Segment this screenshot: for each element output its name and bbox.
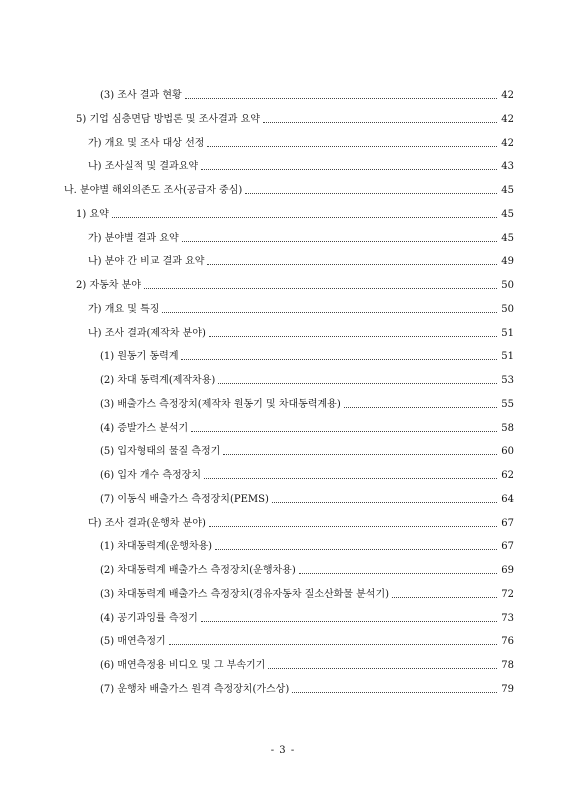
dot-leader [182,241,497,242]
toc-entry[interactable] [88,231,514,245]
toc-entry-page-number: 51 [501,351,514,363]
toc-entry[interactable] [100,634,514,648]
toc-entry[interactable] [100,373,514,387]
toc-entry-page-number: 45 [501,232,514,244]
toc-entry-title: 나) 조사 결과(제작차 분야) [88,327,206,339]
dot-leader [392,597,497,598]
toc-entry[interactable] [100,539,514,553]
dot-leader [162,312,497,313]
toc-entry[interactable] [76,278,514,292]
dot-leader [263,122,497,123]
toc-entry-page-number: 53 [501,375,514,386]
toc-entry-title: (3) 조사 결과 현황 [100,90,182,101]
dot-leader [223,454,497,455]
toc-entry-page-number: 42 [501,113,514,125]
toc-entry-page-number: 76 [501,636,514,648]
toc-entry-page-number: 51 [501,327,514,339]
toc-entry[interactable] [100,397,514,411]
toc-entry-title: 2) 자동차 분야 [76,280,141,291]
toc-entry-page-number: 78 [501,660,514,671]
toc-entry-page-number: 64 [501,493,514,505]
toc-entry[interactable] [88,326,514,340]
dot-leader [181,359,497,360]
toc-entry-page-number: 50 [501,303,514,315]
toc-entry-title: (7) 운행차 배출가스 원격 측정장치(가스상) [100,683,290,695]
toc-entry-title: (2) 차대동력계 배출가스 측정장치(운행차용) [100,565,296,576]
dot-leader [245,193,497,194]
toc-entry-title: 다) 조사 결과(운행차 분야) [88,517,206,529]
dot-leader [204,478,497,479]
toc-entry[interactable] [100,682,514,696]
dot-leader [218,383,497,384]
toc-entry[interactable] [76,207,514,221]
toc-entry-page-number: 42 [501,90,514,101]
toc-entry-page-number: 45 [501,185,514,196]
toc-entry-title: 5) 기업 심층면담 방법론 및 조사결과 요약 [76,113,260,125]
toc-entry[interactable] [100,349,514,363]
toc-entry-page-number: 62 [501,470,514,481]
toc-entry-page-number: 72 [501,588,514,600]
toc-entry[interactable] [100,587,514,601]
toc-entry[interactable] [88,516,514,530]
toc-entry[interactable] [100,421,514,435]
dot-leader [268,668,497,669]
toc-entry[interactable] [100,563,514,577]
toc-entry-title: (6) 매연측정용 비디오 및 그 부속기기 [100,660,266,671]
toc-entry[interactable] [100,88,514,102]
toc-entry-page-number: 42 [501,137,514,149]
page-number-footer: - 3 - [270,745,296,756]
toc-entry-title: 가) 분야별 결과 요약 [88,232,179,244]
dot-leader [112,217,497,218]
toc-entry-title: (3) 배출가스 측정장치(제작차 원동기 및 차대동력계용) [100,398,341,410]
toc-entry-title: 나) 조사실적 및 결과요약 [88,161,199,173]
dot-leader [292,692,497,693]
toc-entry-page-number: 43 [501,161,514,173]
toc-entry[interactable] [88,254,514,268]
toc-entry-page-number: 50 [501,280,514,291]
toc-entry-page-number: 79 [501,683,514,695]
toc-entry-title: (3) 차대동력계 배출가스 측정장치(경유자동차 질소산화물 분석기) [100,588,390,600]
dot-leader [209,336,497,337]
toc-entry[interactable] [100,444,514,458]
dot-leader [207,264,497,265]
toc-entry[interactable] [100,492,514,506]
dot-leader [272,502,497,503]
toc-entry[interactable] [100,611,514,625]
toc-entry[interactable] [64,183,514,197]
toc-entry-page-number: 55 [501,398,514,410]
toc-entry-title: (1) 차대동력계(운행차용) [100,541,213,553]
toc-entry-title: (7) 이동식 배출가스 측정장치(PEMS) [100,493,269,505]
toc-entry-page-number: 69 [501,565,514,576]
toc-entry-title: 가) 개요 및 특징 [88,303,160,315]
toc-entry-page-number: 73 [501,612,514,624]
toc-entry-page-number: 45 [501,208,514,220]
dot-leader [344,407,497,408]
toc-entry[interactable] [76,112,514,126]
toc-entry-title: (5) 매연측정기 [100,636,166,648]
dot-leader [191,431,497,432]
dot-leader [185,98,497,99]
toc-entry-title: (2) 차대 동력계(제작차용) [100,375,216,386]
dot-leader [144,288,497,289]
toc-entry[interactable] [88,136,514,150]
dot-leader [299,573,497,574]
dot-leader [209,526,497,527]
toc-entry-page-number: 58 [501,422,514,434]
dot-leader [169,644,497,645]
toc-entry[interactable] [100,468,514,482]
toc-entry[interactable] [88,159,514,173]
toc-entry-title: 1) 요약 [76,208,109,220]
toc-entry-title: (4) 증발가스 분석기 [100,422,189,434]
toc-entry[interactable] [88,302,514,316]
toc-entry-title: (4) 공기과잉률 측정기 [100,612,198,624]
toc-entry-title: 가) 개요 및 조사 대상 선정 [88,137,205,149]
toc-entry-page-number: 67 [501,541,514,553]
toc-entry-title: (1) 원동기 동력계 [100,351,179,363]
toc-entry-title: 나) 분야 간 비교 결과 요약 [88,256,205,268]
toc-entry[interactable] [100,658,514,672]
toc-entry-page-number: 49 [501,256,514,268]
dot-leader [201,169,497,170]
dot-leader [215,549,497,550]
toc-entry-title: (5) 입자형태의 물질 측정기 [100,446,221,458]
dot-leader [201,621,497,622]
dot-leader [207,146,497,147]
toc-entry-title: 나. 분야별 해외의존도 조사(공급자 중심) [64,185,243,196]
toc-entry-title: (6) 입자 개수 측정장치 [100,470,201,481]
toc-entry-page-number: 60 [501,446,514,458]
toc-entry-page-number: 67 [501,517,514,529]
